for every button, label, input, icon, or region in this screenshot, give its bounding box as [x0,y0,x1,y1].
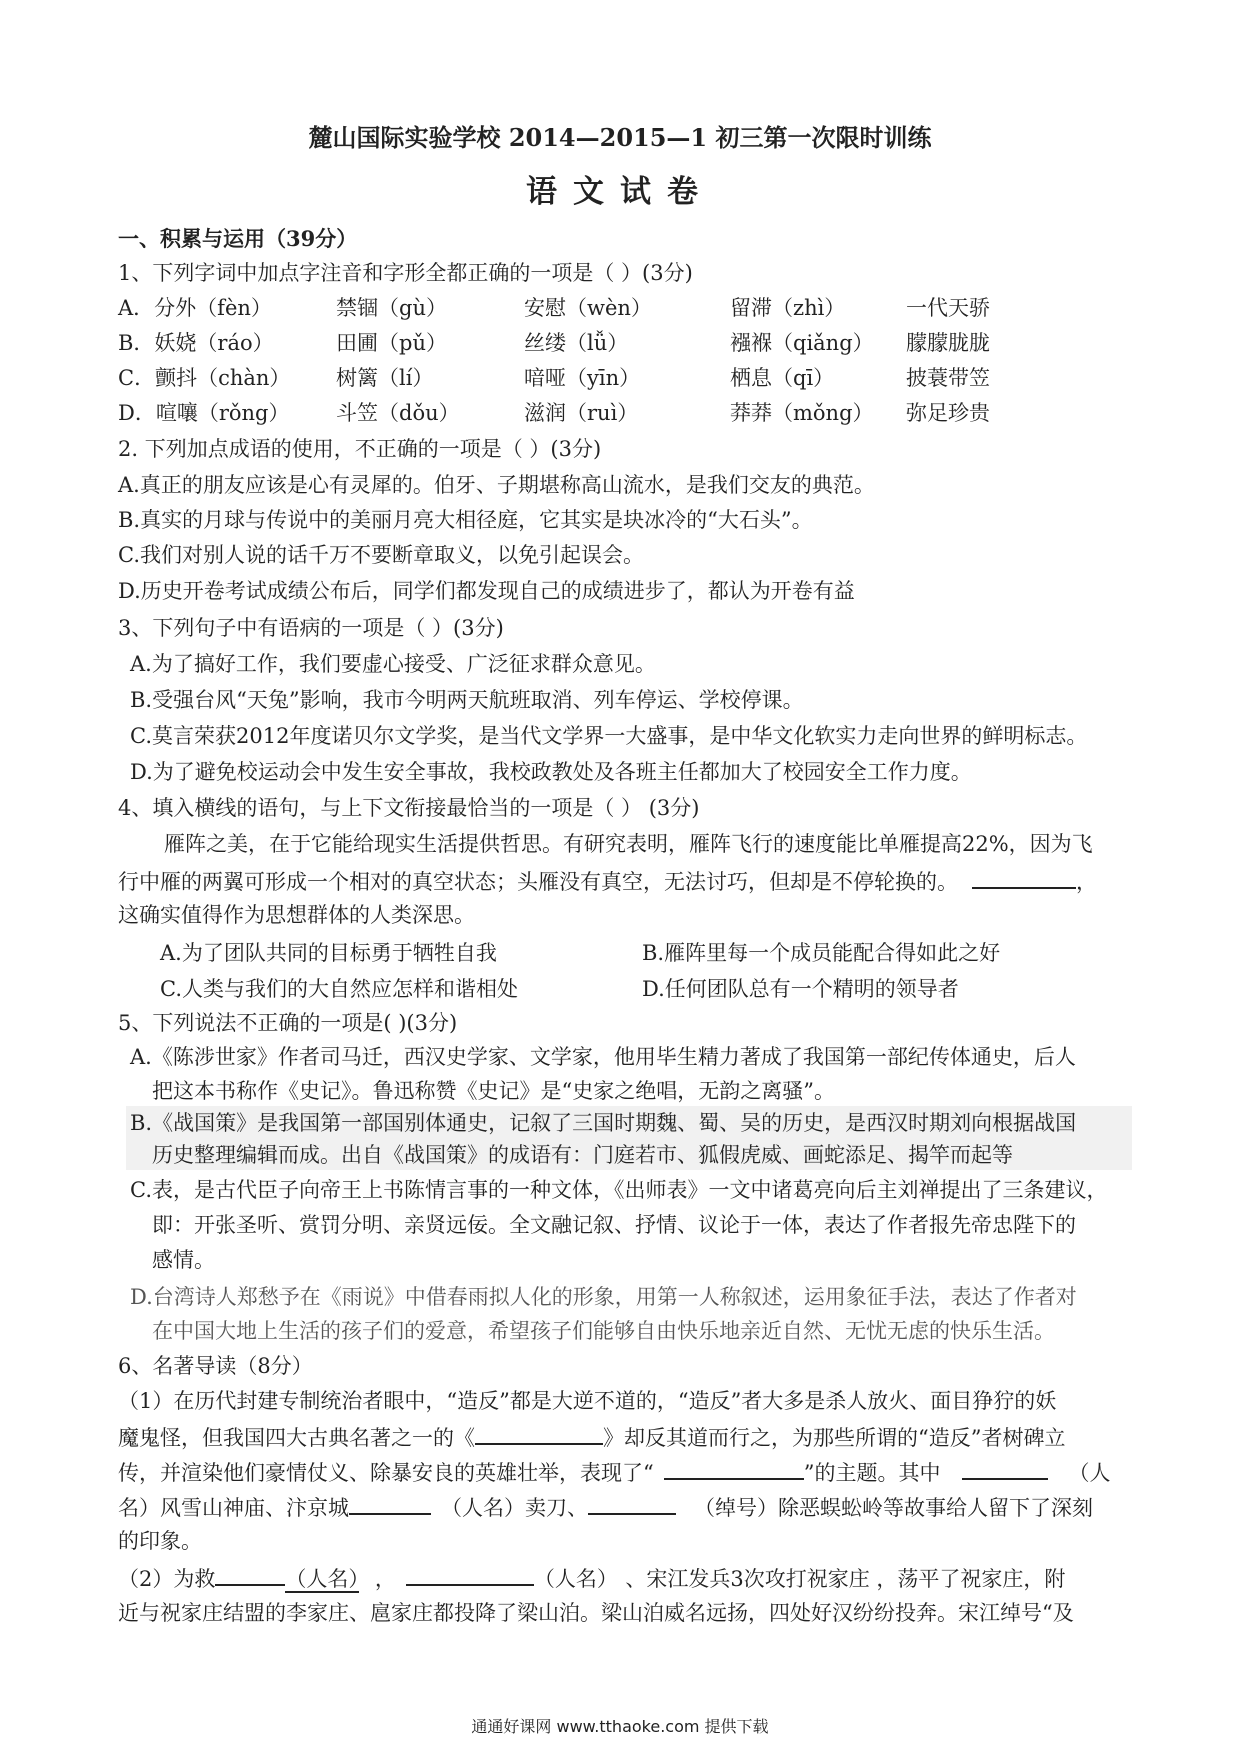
q5-option-a-line2: 把这本书称作《史记》。鲁迅称赞《史记》是“史家之绝唱，无韵之离骚”。 [152,1079,835,1103]
q4-passage-text: 行中雁的两翼可形成一个相对的真空状态；头雁没有真空，无法讨巧，但却是不停轮换的。 [118,870,958,894]
exam-subject-title: 语文试卷 [526,174,714,210]
q6-theme-blank[interactable] [664,1456,804,1480]
q6-text: （2）为救 [118,1567,216,1591]
q3-stem: 3、下列句子中有语病的一项是（ ）(3分) [118,616,504,640]
q4-option-d: D.任何团队总有一个精明的领导者 [642,977,959,1001]
q6-text: 名）风雪山神庙、汴京城 [118,1496,349,1520]
q6-text: ， [374,1567,396,1591]
q6-person-blank-3[interactable] [406,1562,534,1586]
q5-option-d-line2: 在中国大地上生活的孩子们的爱意，希望孩子们能够自由快乐地亲近自然、无忧无虑的快乐生活。 [152,1319,1055,1343]
q6-rescue-name-blank[interactable] [215,1562,285,1586]
q6-stem: 6、名著导读（8分） [118,1354,313,1378]
q1-item: 树篱（lí） [336,366,434,390]
q1-item: 安慰（wèn） [524,296,652,320]
q6-text: （人 [1068,1461,1111,1485]
q6-text: 魔鬼怪，但我国四大古典名著之一的《 [118,1426,475,1450]
q6-person-blank-2[interactable] [349,1491,431,1515]
q1-item: B．妖娆（ráo） [118,331,274,355]
q6-text: 、宋江发兵3次攻打祝家庄 ，荡平了祝家庄，附 [625,1567,1066,1591]
q4-passage-line2 [118,865,1097,897]
q6-text: （人名） [285,1567,359,1591]
q5-option-d-line1: D.台湾诗人郑愁予在《雨说》中借春雨拟人化的形象，用第一人称叙述，运用象征手法，表达了作者对 [130,1285,1077,1309]
q4-option-b: B.雁阵里每一个成员能配合得如此之好 [642,941,1001,965]
q1-item: 喑哑（yīn） [524,366,641,390]
q6-part1-line5: 的印象。 [118,1529,202,1553]
q5-option-c-line2: 即：开张圣听、赏罚分明、亲贤远佞。全文融记叙、抒情、议论于一体，表达了作者报先帝忠陛下的 [152,1213,1076,1237]
q6-text: （人名） [533,1567,608,1591]
q5-option-b-line2: 历史整理编辑而成。出自《战国策》的成语有：门庭若市、狐假虎威、画蛇添足、揭竿而起等 [152,1143,1013,1167]
q4-option-a: A.为了团队共同的目标勇于牺牲自我 [160,941,497,965]
footer-source-note: 通通好课网 www.tthaoke.com 提供下载 [471,1717,769,1736]
q6-part1-line2 [118,1421,1065,1453]
q5-stem: 5、下列说法不正确的一项是( )(3分) [118,1011,458,1035]
q6-nickname-blank[interactable] [588,1491,676,1515]
q2-option-c: C.我们对别人说的话千万不要断章取义，以免引起误会。 [118,543,644,567]
q2-option-b: B.真实的月球与传说中的美丽月亮大相径庭，它其实是块冰冷的“大石头”。 [118,508,813,532]
q6-part2-line2: 近与祝家庄结盟的李家庄、扈家庄都投降了梁山泊。梁山泊威名远扬，四处好汉纷纷投奔。宋江绰号“及 [118,1601,1074,1625]
q4-passage-punct: ， [1076,870,1097,894]
q6-part1-line4 [118,1491,1093,1523]
q3-option-c: C.莫言荣获2012年度诺贝尔文学奖，是当代文学界一大盛事，是中华文化软实力走向世界的鲜明标志。 [130,724,1088,748]
q6-book-title-blank[interactable] [475,1421,603,1445]
q5-option-c-line1: C.表，是古代臣子向帝王上书陈情言事的一种文体，《出师表》一文中诸葛亮向后主刘禅提出了三条建议， [130,1178,1108,1202]
q1-item: 留滞（zhì） [730,296,846,320]
q1-stem: 1、下列字词中加点字注音和字形全都正确的一项是（ ）(3分) [118,261,693,285]
q6-part1-line1: （1）在历代封建专制统治者眼中，“造反”都是大逆不道的，“造反”者大多是杀人放火、面目狰狞的妖 [118,1389,1057,1413]
q6-part2-line1 [118,1562,1065,1594]
q1-item: 栖息（qī） [730,366,835,390]
section-heading: 一、积累与运用（39分） [118,226,358,251]
q1-item: 田圃（pǔ） [336,331,447,355]
q3-option-b: B.受强台风“天兔”影响，我市今明两天航班取消、列车停运、学校停课。 [130,688,804,712]
q1-item: 滋润（ruì） [524,401,639,425]
q1-item: 莽莽（mǒng） [730,401,874,425]
q6-text: ”的主题。其中 [803,1461,941,1485]
q2-option-d: D.历史开卷考试成绩公布后，同学们都发现自己的成绩进步了，都认为开卷有益 [118,579,855,603]
q1-item: 禁锢（gù） [336,296,447,320]
q6-text: 传，并渲染他们豪情仗义、除暴安良的英雄壮举，表现了“ [118,1461,654,1485]
q1-item: 披蓑带笠 [906,366,990,390]
q1-item: C．颤抖（chàn） [118,366,291,390]
q5-option-a-line1: A.《陈涉世家》作者司马迁，西汉史学家、文学家，他用毕生精力著成了我国第一部纪传体通史，后人 [130,1045,1076,1069]
q4-passage-line1: 雁阵之美，在于它能给现实生活提供哲思。有研究表明，雁阵飞行的速度能比单雁提高22%，因为飞 [164,832,1093,856]
q6-text: 》却反其道而行之，为那些所谓的“造反”者树碑立 [603,1426,1066,1450]
q6-part1-line3 [118,1456,1110,1488]
q1-item: 弥足珍贵 [906,401,990,425]
q3-option-d: D.为了避免校运动会中发生安全事故，我校政教处及各班主任都加大了校园安全工作力度。 [130,760,972,784]
q1-item: 一代天骄 [906,296,990,320]
q1-item: 斗笠（dǒu） [336,401,460,425]
q3-option-a: A.为了搞好工作，我们要虚心接受、广泛征求群众意见。 [130,652,656,676]
q1-item: 朦朦胧胧 [906,331,990,355]
q6-text: （绰号）除恶蜈蚣岭等故事给人留下了深刻 [694,1496,1093,1520]
q2-option-a: A.真正的朋友应该是心有灵犀的。伯牙、子期堪称高山流水，是我们交友的典范。 [118,473,875,497]
q6-person-blank-1[interactable] [962,1456,1048,1480]
q1-item: A．分外（fèn） [118,296,272,320]
q4-stem: 4、填入横线的语句，与上下文衔接最恰当的一项是（ ） (3分) [118,796,700,820]
q4-option-c: C.人类与我们的大自然应怎样和谐相处 [160,977,518,1001]
q2-stem: 2. 下列加点成语的使用，不正确的一项是（ ）(3分) [118,437,602,461]
q6-text: （人名）卖刀、 [441,1496,588,1520]
exam-header-title: 麓山国际实验学校 2014—2015—1 初三第一次限时训练 [308,123,932,152]
q1-item: D．喧嚷（rǒng） [118,401,290,425]
q1-item: 襁褓（qiǎng） [730,331,874,355]
q1-item: 丝缕（lǚ） [524,331,629,355]
q5-option-c-line3: 感情。 [152,1248,215,1272]
q4-passage-line3: 这确实值得作为思想群体的人类深思。 [118,903,475,927]
q5-option-b-line1: B.《战国策》是我国第一部国别体通史，记叙了三国时期魏、蜀、吴的历史，是西汉时期刘向根据战国 [130,1111,1077,1135]
q4-answer-blank[interactable] [972,865,1076,889]
